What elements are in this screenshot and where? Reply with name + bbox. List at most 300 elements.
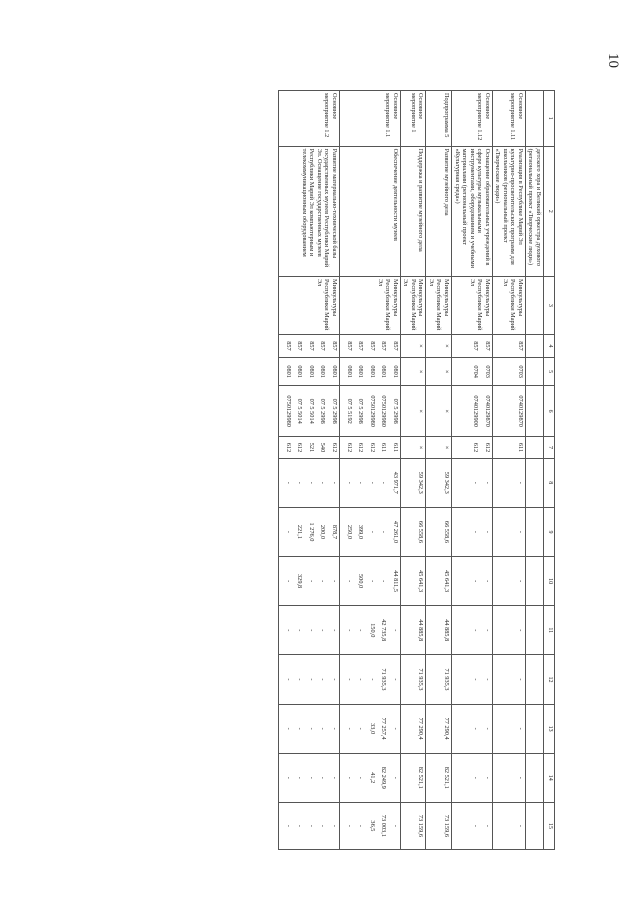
cell-value: -	[380, 530, 388, 533]
cell-value: 500,0	[357, 574, 365, 589]
cell-value: Обеспечение деятельности музеев	[391, 148, 399, 241]
cell-value: 77 290,4	[417, 717, 425, 740]
cell-col-3	[400, 276, 426, 334]
cell-value: -	[284, 580, 292, 583]
cell-value: ×	[442, 369, 450, 374]
cell-col-5	[426, 358, 452, 386]
column-header-8: 8	[544, 458, 555, 507]
cell-value: 329,8	[296, 574, 304, 589]
cell-col-7	[400, 437, 426, 458]
cell-value: 612	[472, 442, 480, 453]
cell-value: 0801	[380, 365, 388, 378]
cell-value: -	[357, 776, 365, 779]
cell-col-13	[492, 704, 525, 753]
cell-col-12	[525, 655, 543, 704]
cell-value: 612	[296, 442, 304, 453]
cell-col-10	[279, 557, 340, 606]
column-header-1: 1	[544, 91, 555, 147]
cell-value: 0740129870	[483, 395, 491, 427]
table-row	[400, 91, 426, 850]
cell-value: 42 735,8	[380, 619, 388, 642]
cell-value: Поддержка и развитие музейного дела	[417, 148, 425, 252]
cell-value: 82 521,1	[417, 766, 425, 789]
cell-value: -	[296, 776, 304, 779]
cell-col-13	[339, 704, 400, 753]
cell-value: -	[307, 629, 315, 632]
column-header-15: 15	[544, 802, 555, 849]
cell-col-4	[525, 334, 543, 358]
cell-value: 200,0	[319, 524, 327, 540]
cell-col-12	[339, 655, 400, 704]
cell-col-3	[339, 276, 400, 334]
cell-value: -	[472, 678, 480, 681]
cell-value: -	[345, 481, 353, 484]
cell-col-5	[525, 358, 543, 386]
cell-value: ×	[417, 344, 425, 348]
cell-col-13	[525, 704, 543, 753]
cell-value: -	[296, 727, 304, 730]
cell-value: 857	[345, 341, 353, 351]
cell-col-9	[400, 507, 426, 556]
cell-col-10	[426, 557, 452, 606]
cell-value: 73 159,6	[442, 814, 450, 837]
cell-col-7	[426, 437, 452, 458]
cell-value: 45 641,3	[442, 570, 450, 593]
cell-value: 521	[307, 442, 315, 453]
cell-value: -	[330, 481, 338, 484]
cell-col-1	[279, 91, 340, 147]
cell-value: -	[330, 776, 338, 779]
cell-value: -	[483, 727, 491, 730]
cell-col-7	[451, 437, 492, 458]
cell-value: -	[368, 580, 376, 583]
table-row	[339, 91, 400, 850]
cell-value: -	[284, 824, 292, 827]
cell-value: 0740129870	[516, 395, 524, 427]
cell-col-11	[492, 606, 525, 655]
cell-col-6	[525, 386, 543, 437]
cell-value: 0750129980	[380, 395, 388, 427]
cell-value: -	[330, 727, 338, 730]
cell-col-6	[426, 386, 452, 437]
cell-value: -	[319, 776, 327, 779]
cell-value: Основное мероприятие 1.12	[476, 93, 491, 141]
cell-value: 07 5 5014	[296, 398, 304, 424]
cell-value: 0703	[483, 365, 491, 378]
cell-value: -	[472, 580, 480, 583]
page-number: 10	[605, 53, 621, 68]
cell-value: Развитие музейного дела	[442, 148, 450, 216]
cell-value: Оснащение образовательных учреждений в сфере культуры музыкальными инструментами, оборудованием и учебными материалами (региональный проект «Культурная среда»)	[453, 148, 491, 269]
cell-value: -	[516, 678, 524, 681]
cell-col-15	[426, 802, 452, 849]
cell-col-8	[426, 458, 452, 507]
cell-col-1	[400, 91, 426, 147]
cell-col-10	[525, 557, 543, 606]
cell-value: -	[307, 678, 315, 681]
cell-value: Минкультуры Республики Марий Эл	[315, 278, 338, 331]
rotated-budget-table-sheet	[135, 90, 555, 850]
cell-col-10	[339, 557, 400, 606]
cell-value: 44 885,8	[442, 619, 450, 642]
cell-value: 611	[391, 442, 399, 453]
cell-col-12	[400, 655, 426, 704]
cell-value: Минкультуры Республики Марий Эл	[376, 278, 399, 331]
cell-col-10	[400, 557, 426, 606]
column-header-14: 14	[544, 753, 555, 802]
cell-value: -	[296, 824, 304, 827]
cell-value: -	[357, 629, 365, 632]
cell-value: 399,0	[357, 524, 365, 540]
cell-value: Минкультуры Республики Марий Эл	[501, 278, 524, 331]
cell-value: 1 276,0	[307, 522, 315, 542]
cell-value: 0704	[472, 365, 480, 378]
cell-value: 857	[319, 341, 327, 351]
cell-value: -	[345, 678, 353, 681]
cell-value: -	[284, 776, 292, 779]
cell-col-11	[426, 606, 452, 655]
cell-col-14	[279, 753, 340, 802]
column-header-10: 10	[544, 557, 555, 606]
cell-value: -	[516, 481, 524, 484]
cell-value: Минкультуры Республики Марий Эл	[402, 278, 425, 331]
cell-value: -	[284, 629, 292, 632]
cell-col-8	[451, 458, 492, 507]
cell-col-6	[400, 386, 426, 437]
column-header-6: 6	[544, 386, 555, 437]
cell-value: -	[330, 824, 338, 827]
cell-value: 0801	[319, 365, 327, 378]
cell-value: 0801	[296, 365, 304, 378]
cell-value: -	[307, 727, 315, 730]
cell-value: 36,5	[368, 820, 376, 832]
cell-value: 59 342,3	[417, 471, 425, 494]
cell-col-12	[492, 655, 525, 704]
cell-value: -	[307, 776, 315, 779]
cell-value: 82 249,9	[380, 766, 388, 789]
cell-col-2	[525, 146, 543, 276]
cell-value: ×	[417, 445, 425, 450]
column-header-13: 13	[544, 704, 555, 753]
cell-value: -	[345, 580, 353, 583]
cell-col-6	[451, 386, 492, 437]
cell-value: Минкультуры Республики Марий Эл	[468, 278, 491, 331]
cell-col-14	[451, 753, 492, 802]
cell-value: 857	[516, 341, 524, 351]
cell-col-12	[279, 655, 340, 704]
column-header-4: 4	[544, 334, 555, 358]
cell-col-4	[279, 334, 340, 358]
cell-col-15	[400, 802, 426, 849]
cell-value: 221,1	[296, 524, 304, 540]
cell-value: Основное мероприятие 1.11	[509, 93, 524, 141]
cell-value: 250,0	[345, 524, 353, 540]
cell-value: -	[307, 580, 315, 583]
cell-col-15	[492, 802, 525, 849]
cell-value: 857	[368, 341, 376, 351]
cell-value: 857	[284, 341, 292, 351]
cell-col-3	[451, 276, 492, 334]
cell-value: -	[319, 629, 327, 632]
cell-value: -	[319, 481, 327, 484]
cell-col-7	[279, 437, 340, 458]
cell-col-9	[339, 507, 400, 556]
cell-value: 150,0	[368, 623, 376, 638]
cell-value: -	[330, 678, 338, 681]
cell-col-12	[451, 655, 492, 704]
cell-value: 612	[330, 442, 338, 453]
cell-value: -	[483, 776, 491, 779]
cell-value: -	[483, 580, 491, 583]
cell-value: -	[307, 481, 315, 484]
cell-col-13	[426, 704, 452, 753]
cell-value: -	[319, 580, 327, 583]
cell-value: Основное мероприятие 1	[409, 93, 425, 133]
cell-value: -	[472, 824, 480, 827]
cell-col-11	[400, 606, 426, 655]
cell-value: 611	[380, 442, 388, 453]
table-row	[426, 91, 452, 850]
cell-col-15	[339, 802, 400, 849]
cell-value: -	[483, 530, 491, 533]
cell-col-9	[279, 507, 340, 556]
cell-value: 612	[368, 442, 376, 453]
cell-value: -	[345, 629, 353, 632]
cell-value: 0740129900	[472, 395, 480, 427]
cell-value: -	[472, 481, 480, 484]
cell-value: 41,2	[368, 772, 376, 784]
cell-value: 43 971,7	[391, 471, 399, 494]
cell-value: -	[380, 481, 388, 484]
cell-value: 07 5 5192	[345, 398, 353, 424]
cell-value: -	[319, 678, 327, 681]
cell-col-5	[339, 358, 400, 386]
cell-col-10	[492, 557, 525, 606]
cell-value: ×	[442, 445, 450, 450]
cell-value: 612	[357, 442, 365, 453]
cell-value: 44 885,8	[417, 619, 425, 642]
cell-col-7	[525, 437, 543, 458]
cell-value: 857	[330, 341, 338, 351]
cell-value: 07 5 5014	[307, 398, 315, 424]
cell-value: 47 261,0	[391, 520, 399, 543]
cell-value: 0703	[516, 365, 524, 378]
cell-value: -	[391, 629, 399, 632]
cell-col-13	[400, 704, 426, 753]
cell-col-2	[400, 146, 426, 276]
cell-col-14	[525, 753, 543, 802]
cell-col-6	[339, 386, 400, 437]
cell-value: 0750129980	[368, 395, 376, 427]
cell-value: 0801	[330, 365, 338, 378]
column-header-9: 9	[544, 507, 555, 556]
cell-value: 0750129980	[284, 395, 292, 427]
cell-value: ×	[417, 369, 425, 374]
cell-value: 612	[284, 442, 292, 453]
cell-value: -	[284, 530, 292, 533]
cell-value: Минкультуры Республики Марий Эл	[427, 278, 450, 331]
cell-value: -	[296, 678, 304, 681]
cell-col-14	[492, 753, 525, 802]
cell-col-12	[426, 655, 452, 704]
cell-value: 0801	[307, 365, 315, 378]
cell-col-3	[279, 276, 340, 334]
cell-value: 612	[345, 442, 353, 453]
cell-value: -	[357, 678, 365, 681]
cell-value: -	[307, 824, 315, 827]
cell-value: 07 5 2998	[357, 398, 365, 424]
cell-value: -	[357, 824, 365, 827]
cell-value: 45 641,3	[417, 570, 425, 593]
cell-value: -	[483, 629, 491, 632]
cell-value: -	[368, 530, 376, 533]
cell-value: ×	[442, 344, 450, 348]
cell-value: -	[284, 727, 292, 730]
cell-col-9	[451, 507, 492, 556]
table-row	[492, 91, 525, 850]
cell-value: -	[472, 530, 480, 533]
cell-value: 857	[307, 341, 315, 351]
cell-value: -	[483, 678, 491, 681]
cell-value: -	[391, 678, 399, 681]
cell-value: -	[319, 824, 327, 827]
cell-value: 857	[357, 341, 365, 351]
cell-value: -	[516, 629, 524, 632]
cell-value: -	[472, 776, 480, 779]
cell-value: 0801	[368, 365, 376, 378]
cell-value: -	[296, 481, 304, 484]
cell-col-5	[279, 358, 340, 386]
cell-value: -	[516, 824, 524, 827]
cell-value: 44 811,5	[391, 570, 399, 593]
cell-value: 71 935,3	[442, 668, 450, 691]
cell-value: 857	[483, 341, 491, 351]
cell-col-13	[279, 704, 340, 753]
cell-col-5	[400, 358, 426, 386]
cell-col-15	[451, 802, 492, 849]
cell-value: 857	[472, 341, 480, 351]
cell-value: 73 159,6	[417, 814, 425, 837]
cell-value: -	[472, 727, 480, 730]
cell-value: 0801	[284, 365, 292, 378]
cell-col-2	[451, 146, 492, 276]
cell-col-14	[426, 753, 452, 802]
cell-col-4	[492, 334, 525, 358]
cell-col-9	[426, 507, 452, 556]
cell-value: 0801	[357, 365, 365, 378]
cell-value: -	[296, 629, 304, 632]
cell-col-8	[339, 458, 400, 507]
cell-value: 612	[483, 442, 491, 453]
column-header-12: 12	[544, 655, 555, 704]
cell-col-15	[279, 802, 340, 849]
cell-value: 66 558,6	[442, 520, 450, 543]
cell-col-2	[279, 146, 340, 276]
cell-value: -	[516, 727, 524, 730]
cell-col-1	[451, 91, 492, 147]
cell-value: Основное мероприятие 1.1	[384, 93, 399, 138]
cell-value: 77 290,4	[442, 717, 450, 740]
cell-col-3	[426, 276, 452, 334]
cell-col-11	[339, 606, 400, 655]
cell-col-7	[339, 437, 400, 458]
cell-value: -	[391, 776, 399, 779]
cell-value: 857	[296, 341, 304, 351]
cell-col-1	[525, 91, 543, 147]
cell-col-8	[525, 458, 543, 507]
cell-value: -	[380, 580, 388, 583]
cell-value: -	[284, 481, 292, 484]
cell-col-4	[426, 334, 452, 358]
cell-col-4	[451, 334, 492, 358]
cell-value: -	[516, 580, 524, 583]
cell-col-7	[492, 437, 525, 458]
column-header-3: 3	[544, 276, 555, 334]
cell-value: 540	[319, 442, 327, 453]
cell-value: 66 558,6	[417, 520, 425, 543]
table-row	[279, 91, 340, 850]
column-header-2: 2	[544, 146, 555, 276]
cell-col-14	[339, 753, 400, 802]
cell-value: -	[357, 727, 365, 730]
cell-col-1	[492, 91, 525, 147]
cell-value: Развитие материально-технической базы государственных музеев Республики Марий Эл. Оснащение государственных музеев Республики Марий Эл компьютерным и телекоммуникационным оборудованием	[300, 148, 338, 268]
cell-value: детского хора и Великий оркестра духового (региональный проект «Творческие люди»)	[527, 148, 542, 266]
cell-value: 77 257,4	[380, 717, 388, 740]
cell-col-2	[339, 146, 400, 276]
header-row	[544, 91, 555, 850]
cell-col-3	[492, 276, 525, 334]
column-header-11: 11	[544, 606, 555, 655]
table-row	[525, 91, 543, 850]
cell-value: -	[330, 629, 338, 632]
cell-value: -	[330, 580, 338, 583]
cell-col-9	[525, 507, 543, 556]
cell-col-6	[279, 386, 340, 437]
cell-value: -	[345, 776, 353, 779]
cell-value: -	[391, 824, 399, 827]
cell-value: -	[516, 776, 524, 779]
cell-col-10	[451, 557, 492, 606]
cell-value: -	[345, 824, 353, 827]
cell-col-5	[492, 358, 525, 386]
cell-value: 07 5 2998	[391, 398, 399, 424]
cell-value: -	[483, 824, 491, 827]
cell-value: 71 935,3	[417, 668, 425, 691]
cell-value: -	[391, 727, 399, 730]
cell-col-5	[451, 358, 492, 386]
cell-value: 59 342,3	[442, 471, 450, 494]
cell-value: -	[516, 530, 524, 533]
cell-col-4	[400, 334, 426, 358]
cell-col-6	[492, 386, 525, 437]
cell-col-11	[279, 606, 340, 655]
cell-value: 857	[391, 341, 399, 351]
cell-col-8	[279, 458, 340, 507]
cell-col-8	[400, 458, 426, 507]
cell-value: 857	[380, 341, 388, 351]
cell-value: 73 003,1	[380, 814, 388, 837]
cell-value: Реализация в Республике Марий Эл культурно-просветительских программ для школьников (региональный проект «Творческие люди»)	[494, 148, 524, 265]
cell-value: 0801	[391, 365, 399, 378]
cell-value: 33,0	[368, 723, 376, 735]
cell-col-8	[492, 458, 525, 507]
cell-value: 71 935,3	[380, 668, 388, 691]
cell-value: 07 5 2998	[319, 398, 327, 424]
cell-value: 611	[516, 442, 524, 453]
cell-col-4	[339, 334, 400, 358]
cell-value: -	[284, 678, 292, 681]
